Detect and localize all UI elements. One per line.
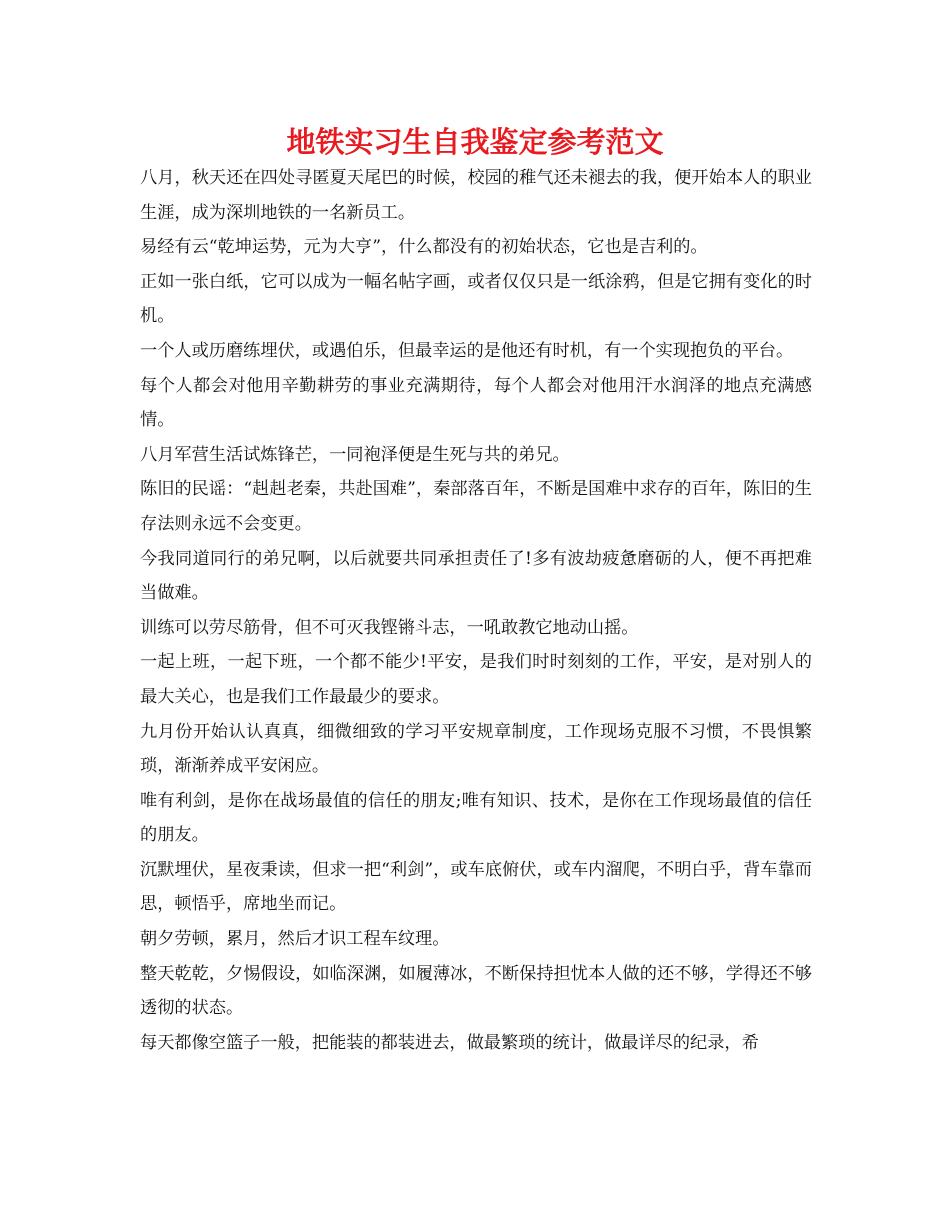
paragraph: 每个人都会对他用辛勤耕劳的事业充满期待，每个人都会对他用汗水润泽的地点充满感情。: [140, 375, 812, 431]
paragraph: 整天乾乾，夕惕假设，如临深渊，如履薄冰，不断保持担忧本人做的还不够，学得还不够透彻的状态。: [140, 963, 812, 1019]
paragraph: 一个人或历磨练埋伏，或遇伯乐，但最幸运的是他还有时机，有一个实现抱负的平台。: [140, 340, 794, 361]
document-title: 地铁实习生自我鉴定参考范文: [286, 125, 664, 159]
paragraph: 沉默埋伏，星夜秉读，但求一把“利剑”，或车底俯伏，或车内溜爬，不明白乎，背车靠而思，顿悟乎，席地坐而记。: [140, 859, 812, 915]
paragraph: 陈旧的民谣：“赳赳老秦，共赴国难”，秦部落百年，不断是国难中求存的百年，陈旧的生存法则永远不会变更。: [140, 479, 812, 534]
paragraph: 八月军营生活试炼锋芒，一同袍泽便是生死与共的弟兄。: [140, 444, 570, 465]
paragraph: 今我同道同行的弟兄啊，以后就要共同承担责任了!多有波劫疲惫磨砺的人，便不再把难当做难。: [140, 548, 812, 604]
paragraph: 九月份开始认认真真，细微细致的学习平安规章制度，工作现场克服不习惯，不畏惧繁琐，渐渐养成平安闲应。: [140, 721, 812, 777]
paragraph: 正如一张白纸，它可以成为一幅名帖字画，或者仅仅只是一纸涂鸦，但是它拥有变化的时机。: [140, 271, 812, 327]
paragraph: 八月，秋天还在四处寻匿夏天尾巴的时候，校园的稚气还未褪去的我，便开始本人的职业生涯，成为深圳地铁的一名新员工。: [140, 168, 812, 223]
paragraph: 唯有利剑，是你在战场最值的信任的朋友;唯有知识、技术，是你在工作现场最值的信任的朋友。: [140, 790, 812, 846]
paragraph: 训练可以劳尽筋骨，但不可灭我铿锵斗志，一吼敢教它地动山摇。: [140, 617, 639, 638]
document-body: [140, 161, 812, 1060]
paragraph: 朝夕劳顿，累月，然后才识工程车纹理。: [140, 929, 450, 950]
paragraph: 易经有云“乾坤运势，元为大亨”，什么都没有的初始状态，它也是吉利的。: [140, 237, 708, 258]
paragraph: 每天都像空篮子一般，把能装的都装进去，做最繁琐的统计，做最详尽的纪录，希: [140, 1032, 759, 1053]
paragraph: 一起上班，一起下班，一个都不能少!平安，是我们时时刻刻的工作，平安，是对别人的最大关心，也是我们工作最最少的要求。: [140, 652, 812, 707]
